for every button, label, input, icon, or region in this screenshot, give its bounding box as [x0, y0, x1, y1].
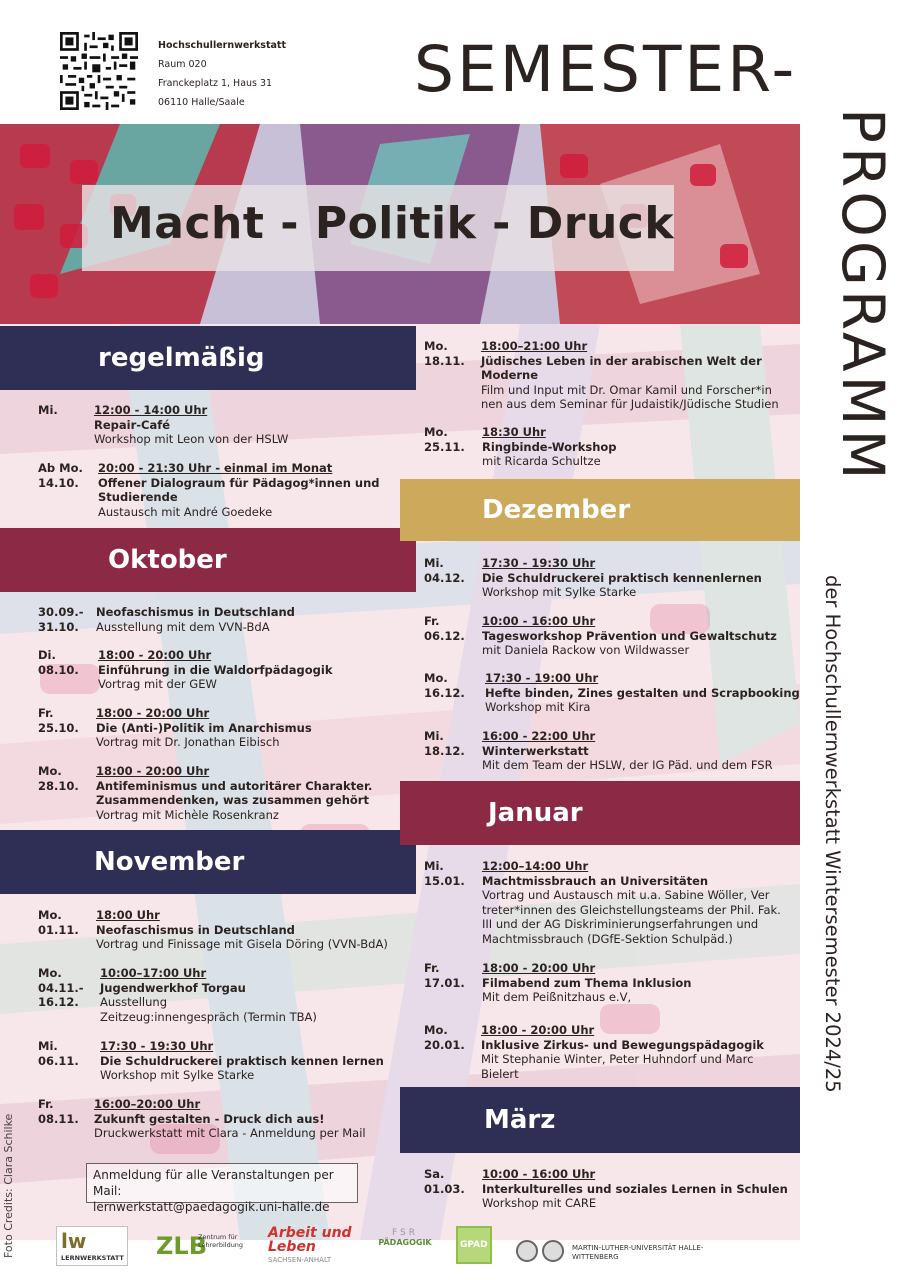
- event-day: Mo. 16.12.: [424, 671, 465, 700]
- event-day: Sa. 01.03.: [424, 1167, 465, 1196]
- event-time: 16:00 - 22:00 Uhr: [482, 729, 596, 743]
- event-time: 17:30 - 19:00 Uhr: [485, 671, 599, 685]
- event-title: Offener Dialograum für Pädagog*innen und Studierende: [98, 475, 380, 504]
- event-desc: mit Daniela Rackow von Wildwasser: [482, 643, 690, 657]
- registration-box: [86, 1163, 358, 1214]
- event-desc: Vortrag mit Dr. Jonathan Eibisch: [96, 735, 280, 749]
- institution-name: Hochschullernwerkstatt: [158, 40, 286, 51]
- event-day: Mo. 18.11.: [424, 339, 465, 368]
- zlb-logo: [156, 1232, 244, 1260]
- zlb-logo-mark: ZLB: [156, 1232, 207, 1260]
- event-title: Die Schuldruckerei praktisch kennenlernen: [482, 570, 762, 585]
- mlu-seal-icon: [516, 1240, 538, 1262]
- event-day: Mi. 06.11.: [38, 1039, 79, 1068]
- gpad-logo: [456, 1226, 492, 1264]
- event-title: Winterwerkstatt: [482, 743, 589, 758]
- event-title: Interkulturelles und soziales Lernen in Schulen: [482, 1181, 788, 1196]
- room: Raum 020: [158, 59, 207, 70]
- photo-credit: [2, 1113, 22, 1280]
- event-desc: Workshop mit Sylke Starke: [482, 585, 637, 599]
- section-title: Oktober: [108, 545, 227, 575]
- fsr-text: PÄDAGOGIK: [378, 1238, 432, 1247]
- event-desc: Austausch mit André Goedeke: [98, 504, 273, 519]
- event-time: 17:30 - 19:30 Uhr: [100, 1039, 214, 1053]
- event-title: Neofaschismus in Deutschland: [96, 605, 295, 619]
- event-title: Ringbinde-Workshop: [482, 439, 617, 454]
- event-time: 18:00 - 20:00 Uhr: [96, 764, 210, 778]
- event-time: 10:00–17:00 Uhr: [100, 966, 207, 980]
- mlu-text: MARTIN-LUTHER-UNIVERSITÄT HALLE-WITTENBERG: [572, 1244, 704, 1261]
- event-time: 10:00 - 16:00 Uhr: [482, 614, 596, 628]
- city: 06110 Halle/Saale: [158, 97, 245, 108]
- event-time: 12:00 - 14:00 Uhr: [94, 403, 208, 417]
- event-day: Mo. 28.10.: [38, 764, 79, 793]
- event-title: Filmabend zum Thema Inklusion: [482, 975, 692, 990]
- event-day: Fr. 08.11.: [38, 1097, 79, 1126]
- event-day: Ab Mo. 14.10.: [38, 461, 83, 490]
- event-day: Mo. 20.01.: [424, 1023, 465, 1052]
- program-title-text: PROGRAMM: [829, 108, 897, 484]
- section-november: [0, 830, 416, 894]
- street: Franckeplatz 1, Haus 31: [158, 78, 273, 89]
- event-desc: Druckwerkstatt mit Clara - Anmeldung per Mail: [94, 1126, 366, 1140]
- event-title: Neofaschismus in Deutschland: [96, 922, 295, 937]
- event-desc: Workshop mit Kira: [485, 700, 591, 714]
- event-desc: Vortrag mit der GEW: [98, 677, 217, 691]
- event-desc: Vortrag mit Michèle Rosenkranz: [96, 807, 279, 822]
- event-title: Antifeminismus und autoritärer Charakter. Zusammendenken, was zusammen gehört: [96, 778, 373, 807]
- section-title: Januar: [488, 798, 583, 828]
- arbeit-und-leben-logo: [268, 1226, 354, 1264]
- section-oktober: [0, 528, 416, 592]
- event-day: Mi. 04.12.: [424, 556, 465, 585]
- event-day: Mo. 25.11.: [424, 425, 465, 454]
- arbeit-und-leben-mark: Arbeit und Leben: [268, 1225, 352, 1255]
- event-desc: Ausstellung mit dem VVN-BdA: [96, 619, 270, 634]
- semester-subtitle-vertical: [818, 575, 848, 1235]
- mlu-seal-icon: [542, 1240, 564, 1262]
- main-title: Macht - Politik - Druck: [110, 198, 675, 249]
- photo-credit-text: Foto Credits: Clara Schilke: [2, 1113, 15, 1258]
- event-time: 18:30 Uhr: [482, 425, 546, 439]
- qr-code: [60, 32, 138, 110]
- event-desc: Mit Stephanie Winter, Peter Huhndorf und Marc Bielert: [481, 1052, 754, 1081]
- arbeit-und-leben-text: SACHSEN-ANHALT: [268, 1256, 332, 1264]
- event-title: Machtmissbrauch an Universitäten: [482, 873, 709, 888]
- event-desc: Film und Input mit Dr. Omar Kamil und Forscher*in nen aus dem Seminar für Judaistik/Jüdische Studien: [481, 382, 779, 411]
- event-desc: Ausstellung Zeitzeug:innengespräch (Termin TBA): [100, 995, 317, 1024]
- event-time: 10:00 - 16:00 Uhr: [482, 1167, 596, 1181]
- event-time: 18:00 Uhr: [96, 908, 160, 922]
- event-day: Mo. 01.11.: [38, 908, 79, 937]
- event-desc: Vortrag und Austausch mit u.a. Sabine Wöller, Ver treter*innen des Gleichstellungsteams der Phil. Fak. III und der AG Diskriminierungserfahrungen und Machtmissbrauch (DGfE-Sektion Schulpäd.): [482, 888, 781, 946]
- event-title: Zukunft gestalten - Druck dich aus!: [94, 1111, 325, 1126]
- event-day: Mo. 04.11.- 16.12.: [38, 966, 84, 1009]
- event-title: Hefte binden, Zines gestalten und Scrapbooking: [485, 685, 800, 700]
- event-day: Mi. 15.01.: [424, 859, 465, 888]
- event-day: 30.09.- 31.10.: [38, 605, 84, 634]
- section-title: März: [484, 1105, 556, 1135]
- fsr-paedagogik-logo: [374, 1228, 436, 1247]
- lernwerkstatt-logo: [56, 1226, 128, 1266]
- event-time: 16:00–20:00 Uhr: [94, 1097, 201, 1111]
- event-title: Inklusive Zirkus- und Bewegungspädagogik: [481, 1037, 764, 1052]
- event-desc: Vortrag und Finissage mit Gisela Döring (VVN-BdA): [96, 937, 388, 951]
- lernwerkstatt-logo-text: LERNWERKSTATT: [61, 1254, 124, 1262]
- event-desc: Workshop mit Sylke Starke: [100, 1068, 255, 1082]
- event-day: Fr. 06.12.: [424, 614, 465, 643]
- event-desc: Workshop mit Leon von der HSLW: [94, 432, 289, 446]
- event-desc: Mit dem Team der HSLW, der IG Päd. und dem FSR: [482, 758, 773, 772]
- lernwerkstatt-logo-mark: lw: [61, 1229, 87, 1253]
- event-time: 18:00–21:00 Uhr: [481, 339, 588, 353]
- event-desc: mit Ricarda Schultze: [482, 454, 601, 468]
- event-day: Di. 08.10.: [38, 648, 79, 677]
- event-title: Repair-Café: [94, 417, 171, 432]
- event-title: Tagesworkshop Prävention und Gewaltschutz: [482, 628, 777, 643]
- event-time: 20:00 - 21:30 Uhr - einmal im Monat: [98, 461, 333, 475]
- program-title-vertical: [818, 108, 897, 568]
- event-desc: Mit dem Peißnitzhaus e.V,: [482, 990, 632, 1004]
- address-block: [158, 36, 286, 112]
- event-title: Jüdisches Leben in der arabischen Welt der Moderne: [481, 353, 762, 382]
- event-time: 17:30 - 19:30 Uhr: [482, 556, 596, 570]
- event-title: Die Schuldruckerei praktisch kennen lernen: [100, 1053, 384, 1068]
- registration-email[interactable]: lernwerkstatt@paedagogik.uni-halle.de: [93, 1200, 330, 1214]
- event-day: Mi.: [38, 403, 58, 417]
- event-time: 18:00 - 20:00 Uhr: [482, 961, 596, 975]
- section-title: November: [94, 847, 245, 877]
- event-title: Einführung in die Waldorfpädagogik: [98, 662, 333, 677]
- section-januar: [400, 781, 800, 845]
- section-dezember: [400, 479, 800, 541]
- event-time: 18:00 - 20:00 Uhr: [481, 1023, 595, 1037]
- zlb-logo-text: Zentrum für Lehrerbildung: [198, 1233, 244, 1249]
- event-day: Mi. 18.12.: [424, 729, 465, 758]
- semester-subtitle-text: der Hochschullernwerkstatt Wintersemester 2024/25: [821, 575, 844, 1093]
- event-title: Die (Anti-)Politik im Anarchismus: [96, 720, 312, 735]
- event-time: 12:00–14:00 Uhr: [482, 859, 589, 873]
- section-title: Dezember: [482, 495, 631, 525]
- event-time: 18:00 - 20:00 Uhr: [96, 706, 210, 720]
- section-regelmaessig: [0, 326, 416, 390]
- semester-title: SEMESTER-: [414, 33, 798, 106]
- section-maerz: [400, 1087, 800, 1153]
- registration-label: Anmeldung für alle Veranstaltungen per Mail:: [93, 1168, 334, 1198]
- event-desc: Workshop mit CARE: [482, 1196, 597, 1210]
- event-time: 18:00 - 20:00 Uhr: [98, 648, 212, 662]
- event-day: Fr. 25.10.: [38, 706, 79, 735]
- section-title: regelmäßig: [98, 343, 265, 373]
- gpad-mark: GPAD: [460, 1240, 488, 1250]
- event-title: Jugendwerkhof Torgau: [100, 980, 246, 995]
- event-day: Fr. 17.01.: [424, 961, 465, 990]
- fsr-mark: FSR: [392, 1228, 418, 1238]
